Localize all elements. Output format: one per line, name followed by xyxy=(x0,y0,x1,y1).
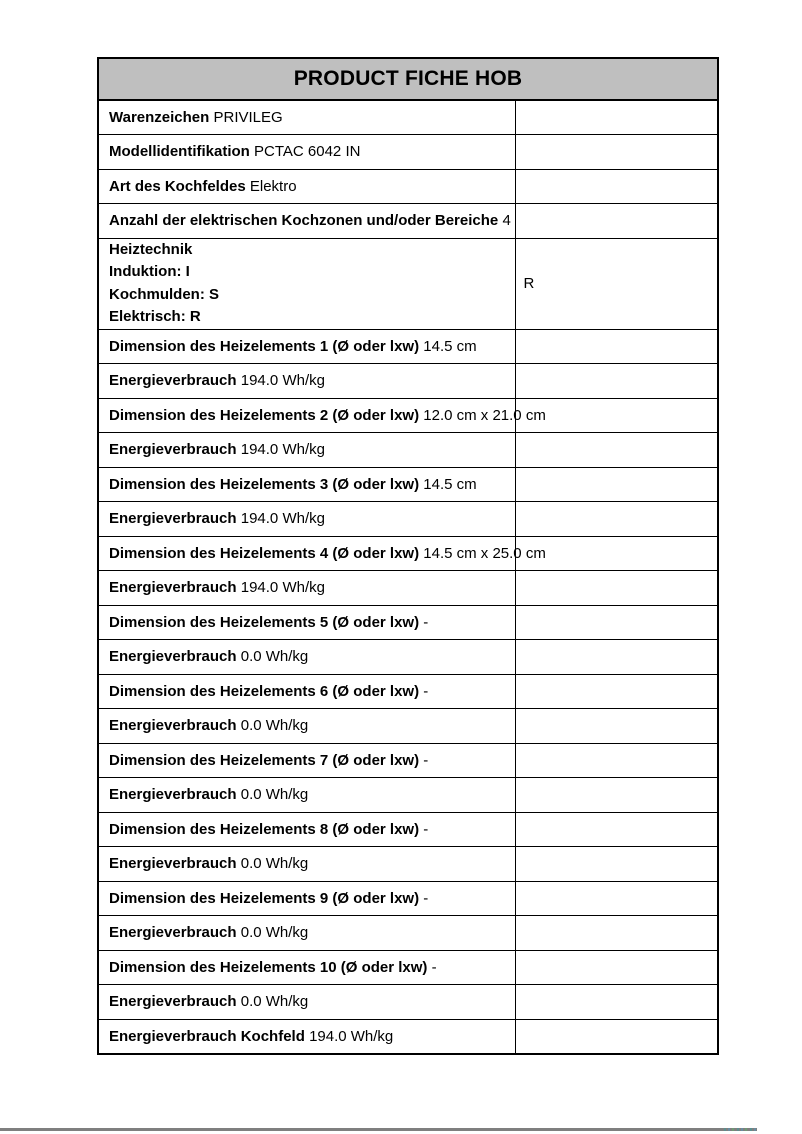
row-right-cell xyxy=(515,100,718,135)
row-label-cell xyxy=(98,640,515,675)
row-right-cell xyxy=(515,169,718,204)
row-right-cell xyxy=(515,467,718,502)
row-label: Energieverbrauch Kochfeld xyxy=(109,1027,305,1045)
row-right-cell xyxy=(515,502,718,537)
row-label-cell xyxy=(98,950,515,985)
row-label-cell xyxy=(98,916,515,951)
row-right-cell xyxy=(515,364,718,399)
table-row xyxy=(98,135,718,170)
row-right-value: R xyxy=(523,275,535,292)
row-right-cell xyxy=(515,881,718,916)
product-fiche-table xyxy=(97,57,719,1055)
table-row xyxy=(98,364,718,399)
row-right-cell xyxy=(515,950,718,985)
row-value: - xyxy=(423,613,429,631)
row-label: Modellidentifikation xyxy=(109,143,250,161)
row-value: 194.0 Wh/kg xyxy=(309,1027,394,1045)
table-row xyxy=(98,674,718,709)
row-label-cell xyxy=(98,1019,515,1054)
row-label-cell xyxy=(98,847,515,882)
row-right-cell xyxy=(515,433,718,468)
row-label-line: Elektrisch: R xyxy=(109,308,201,325)
table-row xyxy=(98,100,718,135)
row-right-cell xyxy=(515,640,718,675)
row-right-cell xyxy=(515,743,718,778)
row-label: Energieverbrauch xyxy=(109,510,237,528)
table-row xyxy=(98,985,718,1020)
table-row xyxy=(98,605,718,640)
table-row xyxy=(98,640,718,675)
table-row xyxy=(98,204,718,239)
row-label: Energieverbrauch xyxy=(109,372,237,390)
table-row xyxy=(98,398,718,433)
row-label-cell xyxy=(98,135,515,170)
table-body xyxy=(98,100,718,1054)
row-label-cell xyxy=(98,329,515,364)
row-label: Energieverbrauch xyxy=(109,579,237,597)
row-label-cell xyxy=(98,364,515,399)
row-label-line: Kochmulden: S xyxy=(109,285,220,303)
row-label: Energieverbrauch xyxy=(109,441,237,459)
row-label: Dimension des Heizelements 10 (Ø oder lxw) xyxy=(109,958,428,976)
row-label-cell xyxy=(98,536,546,571)
row-right-cell xyxy=(515,916,718,951)
table-header-row xyxy=(98,58,718,100)
row-label: Dimension des Heizelements 2 (Ø oder lxw) xyxy=(109,406,420,424)
table-row xyxy=(98,916,718,951)
footer-watermark-marks xyxy=(724,1128,756,1131)
row-label: Energieverbrauch xyxy=(109,993,237,1011)
table-row xyxy=(98,169,718,204)
table-row xyxy=(98,950,718,985)
row-value: 194.0 Wh/kg xyxy=(240,579,325,597)
row-value: - xyxy=(423,682,429,700)
table-row xyxy=(98,329,718,364)
row-right-cell xyxy=(515,847,718,882)
product-fiche-page xyxy=(97,57,719,1055)
page-title: PRODUCT FICHE HOB xyxy=(98,58,718,100)
row-value: 0.0 Wh/kg xyxy=(240,855,309,873)
row-label-line: Heiztechnik xyxy=(109,240,193,258)
row-right-cell xyxy=(515,1019,718,1054)
row-label: Energieverbrauch xyxy=(109,717,237,735)
row-right-cell xyxy=(515,135,718,170)
row-value: 0.0 Wh/kg xyxy=(240,786,309,804)
row-label-cell xyxy=(98,502,515,537)
row-right-cell xyxy=(515,812,718,847)
row-value: 4 xyxy=(502,212,511,230)
row-value: 0.0 Wh/kg xyxy=(240,993,309,1011)
row-right-cell xyxy=(515,985,718,1020)
row-value: 0.0 Wh/kg xyxy=(240,648,309,666)
row-label-cell xyxy=(98,398,546,433)
row-label-line: Induktion: I xyxy=(109,263,190,280)
row-label: Art des Kochfeldes xyxy=(109,177,246,195)
row-value: PRIVILEG xyxy=(213,109,283,126)
row-label-cell xyxy=(98,204,515,239)
row-value: 12.0 cm x 21.0 cm xyxy=(423,406,546,424)
row-label-cell xyxy=(98,605,515,640)
row-label-cell xyxy=(98,778,515,813)
row-value: - xyxy=(423,889,429,907)
row-label: Dimension des Heizelements 4 (Ø oder lxw) xyxy=(109,544,420,562)
table-row xyxy=(98,847,718,882)
row-label-cell xyxy=(98,467,515,502)
row-label-cell xyxy=(98,674,515,709)
table-row xyxy=(98,238,718,329)
row-value: 0.0 Wh/kg xyxy=(240,717,309,735)
row-label-cell xyxy=(98,433,515,468)
table-row xyxy=(98,812,718,847)
table-row xyxy=(98,571,718,606)
table-row xyxy=(98,778,718,813)
row-label: Dimension des Heizelements 3 (Ø oder lxw) xyxy=(109,475,420,493)
row-label: Dimension des Heizelements 8 (Ø oder lxw) xyxy=(109,820,420,838)
row-right-cell xyxy=(515,238,718,329)
row-value: - xyxy=(423,820,429,838)
row-right-cell xyxy=(515,605,718,640)
row-value: 194.0 Wh/kg xyxy=(240,510,325,528)
row-label-cell xyxy=(98,169,515,204)
table-row xyxy=(98,536,718,571)
row-right-cell xyxy=(515,204,718,239)
row-value: 194.0 Wh/kg xyxy=(240,372,325,390)
row-label-cell xyxy=(98,238,515,329)
row-label-cell xyxy=(98,812,515,847)
row-label-cell xyxy=(98,881,515,916)
table-row xyxy=(98,743,718,778)
table-row xyxy=(98,467,718,502)
row-label: Energieverbrauch xyxy=(109,786,237,804)
row-label: Energieverbrauch xyxy=(109,924,237,942)
row-label: Warenzeichen xyxy=(109,109,210,126)
row-label: Anzahl der elektrischen Kochzonen und/oder Bereiche xyxy=(109,212,499,230)
table-row xyxy=(98,881,718,916)
row-label: Dimension des Heizelements 5 (Ø oder lxw) xyxy=(109,613,420,631)
row-label: Dimension des Heizelements 1 (Ø oder lxw) xyxy=(109,337,420,355)
row-value: - xyxy=(431,958,437,976)
row-label: Dimension des Heizelements 6 (Ø oder lxw) xyxy=(109,682,420,700)
row-label: Energieverbrauch xyxy=(109,855,237,873)
row-value: 14.5 cm x 25.0 cm xyxy=(423,544,546,562)
row-label-cell xyxy=(98,571,515,606)
footer-bar xyxy=(0,1128,757,1131)
row-right-cell xyxy=(515,674,718,709)
row-value: - xyxy=(423,751,429,769)
row-value: 194.0 Wh/kg xyxy=(240,441,325,459)
row-right-cell xyxy=(515,571,718,606)
row-label-cell xyxy=(98,743,515,778)
table-row xyxy=(98,709,718,744)
table-row xyxy=(98,1019,718,1054)
row-value: PCTAC 6042 IN xyxy=(254,143,361,161)
row-label: Energieverbrauch xyxy=(109,648,237,666)
table-row xyxy=(98,502,718,537)
row-label: Dimension des Heizelements 7 (Ø oder lxw) xyxy=(109,751,420,769)
row-value: 14.5 cm xyxy=(423,475,477,493)
row-value: 14.5 cm xyxy=(423,337,477,355)
row-label-cell xyxy=(98,985,515,1020)
row-label-cell xyxy=(98,100,515,135)
row-right-cell xyxy=(515,329,718,364)
row-label-cell xyxy=(98,709,515,744)
table-row xyxy=(98,433,718,468)
row-label: Dimension des Heizelements 9 (Ø oder lxw) xyxy=(109,889,420,907)
row-value: Elektro xyxy=(249,177,297,195)
row-right-cell xyxy=(515,709,718,744)
row-value: 0.0 Wh/kg xyxy=(240,924,309,942)
row-right-cell xyxy=(515,778,718,813)
